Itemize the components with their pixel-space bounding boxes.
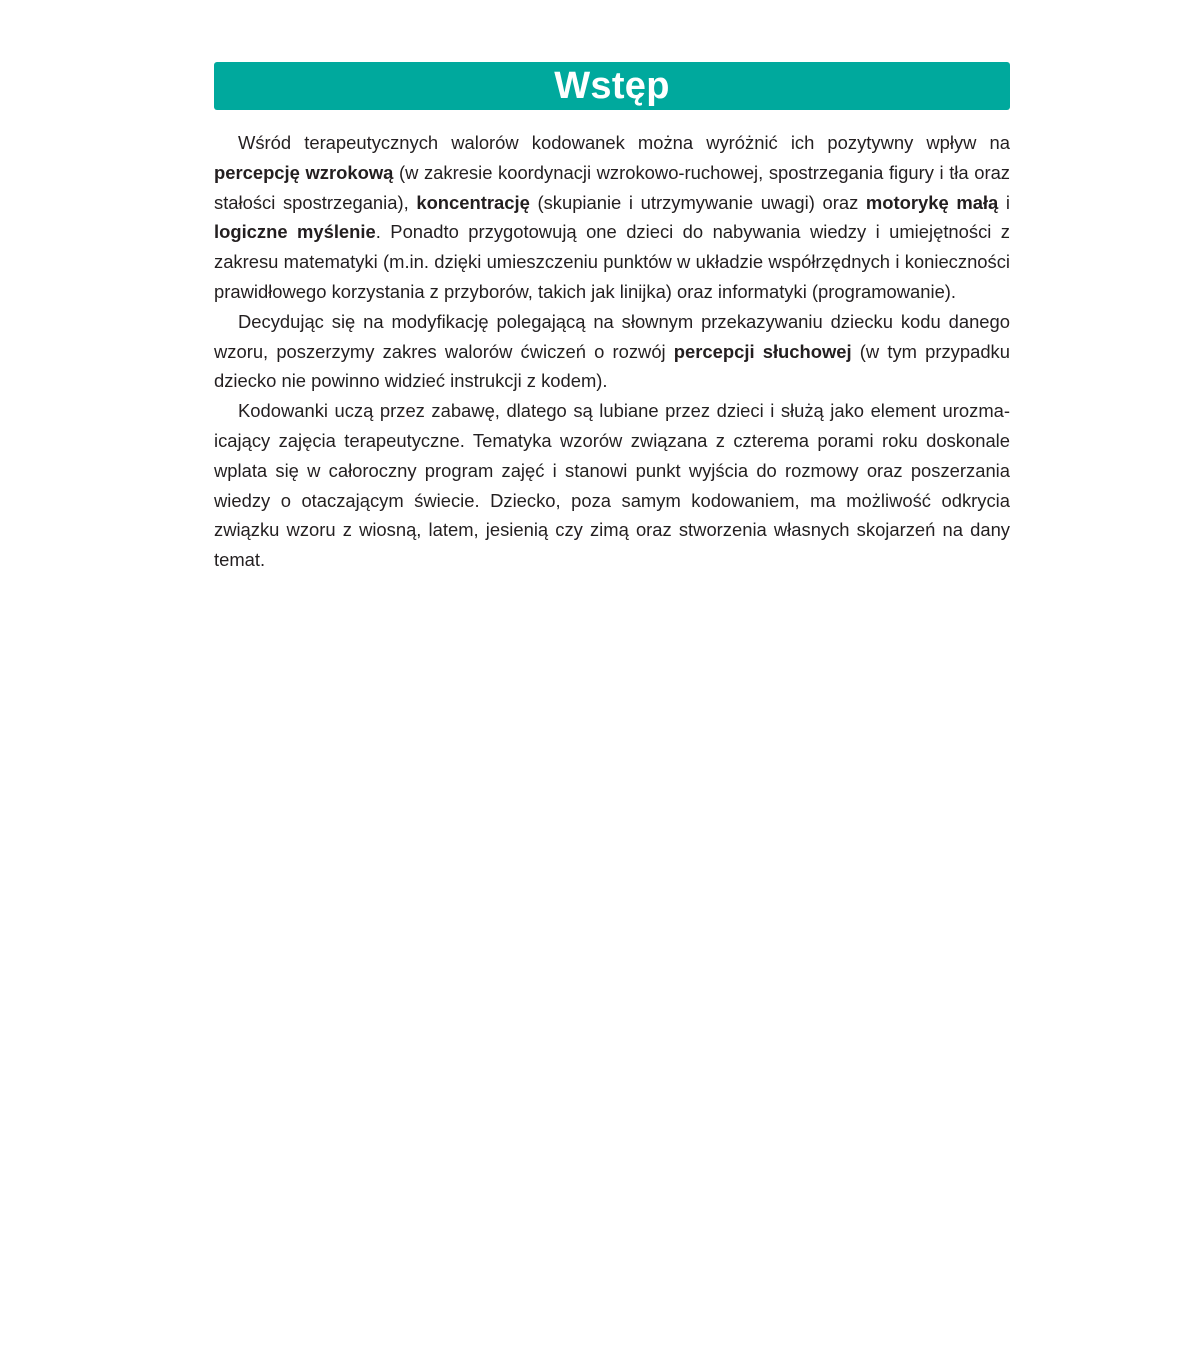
text-segment: . Ponadto przygotowują one dzieci do nabywania wiedzy i umiejętności z zakresu matematyki (m.in. dzięki umieszczeniu punktów w układzie współrzędnych i konieczności prawidłowego korzystania z przyborów, takich jak linijka) oraz informatyki (programowanie). [214,221,1010,302]
section-header-bar [214,62,1010,110]
text-segment: (skupianie i utrzymywanie uwagi) oraz [529,191,866,213]
bold-term: percepcji słuchowej [673,340,852,362]
page [214,62,1010,575]
text-segment: Kodowanki uczą przez zabawę, dlatego są lubiane przez dzieci i służą jako element urozmaicający zajęcia terapeutyczne. Tematyka wzorów związana z czterema porami roku doskonale wplata się w całoroczny program zajęć i stanowi punkt wyjścia do rozmowy oraz poszerzania wiedzy o otaczającym świecie. Dziecko, poza samym kodowaniem, ma możliwość odkrycia związku wzoru z wiosną, latem, jesienią czy zimą oraz stworzenia własnych skojarzeń na dany temat. [214,400,1010,571]
text-segment: Wśród terapeutycznych walorów kodowanek można wyróżnić ich pozytywny wpływ na [238,132,1010,153]
paragraph [214,128,1010,307]
body-text [214,128,1010,575]
bold-term: motorykę małą [865,191,999,213]
bold-term: percepcję wzrokową [214,161,394,183]
paragraph [214,307,1010,396]
section-title: Wstęp [554,65,670,107]
text-segment: i [998,191,1010,213]
bold-term: logiczne myślenie [214,221,376,243]
text-segment: (w zakresie koordynacji wzrokowo-ruchowej, spostrzegania figury i tła oraz stałości spostrzegania), [214,161,1010,213]
text-segment: (w tym przypadku dziecko nie powinno widzieć instrukcji z kodem). [214,340,1010,392]
text-segment: Decydując się na modyfikację polegającą na słownym przekazywaniu dziecku kodu danego wzoru, poszerzymy zakres walorów ćwiczeń o rozwój [214,310,1010,362]
bold-term: koncentrację [416,191,530,213]
paragraph [214,396,1010,575]
